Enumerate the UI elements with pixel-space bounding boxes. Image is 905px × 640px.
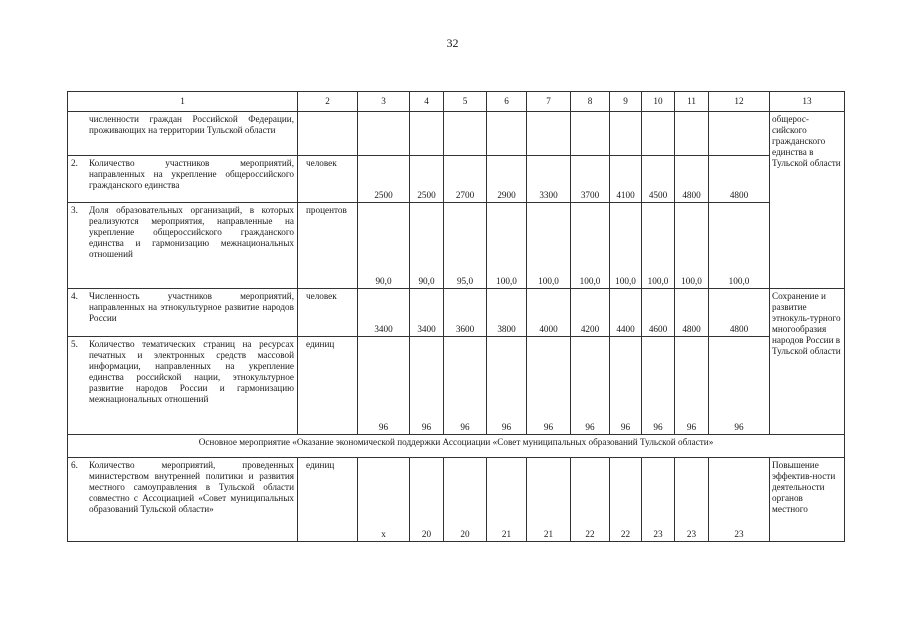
value-cell: 100,0 [675, 203, 709, 289]
column-header: 10 [642, 92, 675, 112]
indicator-unit: человек [298, 156, 358, 203]
value-cell: 96 [571, 337, 610, 435]
indicator-name: 3. Доля образовательных организаций, в которых реализуются мероприятия, направленные на укрепление общероссийского гражданского единства и гармонизацию межнациональных отношений [68, 203, 298, 289]
column-header: 7 [527, 92, 571, 112]
value-cell [487, 112, 527, 156]
value-cell [709, 112, 770, 156]
value-cell: х [358, 458, 410, 542]
value-cell: 96 [675, 337, 709, 435]
value-cell: 20 [410, 458, 444, 542]
value-cell: 4000 [527, 289, 571, 337]
indicator-name: 4. Численность участников мероприятий, направленных на этнокультурное развитие народов России [68, 289, 298, 337]
column-header: 1 [68, 92, 298, 112]
value-cell: 96 [444, 337, 487, 435]
value-cell: 100,0 [527, 203, 571, 289]
indicators-table [67, 91, 845, 542]
value-cell: 95,0 [444, 203, 487, 289]
table-row [68, 289, 845, 337]
column-header: 9 [610, 92, 642, 112]
value-cell: 90,0 [410, 203, 444, 289]
value-cell: 96 [487, 337, 527, 435]
value-cell: 100,0 [610, 203, 642, 289]
value-cell: 2500 [410, 156, 444, 203]
value-cell: 23 [709, 458, 770, 542]
value-cell: 20 [444, 458, 487, 542]
row-number: 2. [71, 158, 78, 168]
expected-result: Повышение эффектив-ности деятельности органов местного [770, 458, 845, 542]
page-number: 32 [446, 36, 459, 50]
indicator-name: 2. Количество участников мероприятий, направленных на укрепление общероссийского гражданского единства [68, 156, 298, 203]
indicator-unit: процентов [298, 203, 358, 289]
value-cell: 96 [642, 337, 675, 435]
value-cell: 4800 [675, 289, 709, 337]
value-cell: 23 [642, 458, 675, 542]
value-cell: 96 [410, 337, 444, 435]
row-number: 3. [71, 205, 78, 215]
indicator-unit [298, 112, 358, 156]
indicator-name: 5. Количество тематических страниц на ресурсах печатных и электронных средств массовой информации, направленных на укрепление единства российской нации, этнокультурное развитие народов России и гармонизацию межнациональных отношений [68, 337, 298, 435]
section-title: Основное мероприятие «Оказание экономической поддержки Ассоциации «Совет муниципальных образований Тульской области» [68, 435, 845, 458]
row-number: 5. [71, 339, 78, 349]
value-cell: 21 [527, 458, 571, 542]
column-header: 8 [571, 92, 610, 112]
value-cell: 4200 [571, 289, 610, 337]
value-cell: 100,0 [571, 203, 610, 289]
expected-result: общерос-сийского гражданского единства в Тульской области [770, 112, 845, 289]
value-cell [358, 112, 410, 156]
indicator-unit: единиц [298, 337, 358, 435]
value-cell: 90,0 [358, 203, 410, 289]
section-header-row [68, 435, 845, 458]
value-cell: 3600 [444, 289, 487, 337]
table-row [68, 337, 845, 435]
value-cell [527, 112, 571, 156]
row-number: 6. [71, 460, 78, 470]
value-cell [410, 112, 444, 156]
header-row [68, 92, 845, 112]
value-cell: 96 [610, 337, 642, 435]
value-cell: 4800 [709, 289, 770, 337]
value-cell: 3300 [527, 156, 571, 203]
value-cell: 100,0 [709, 203, 770, 289]
value-cell [642, 112, 675, 156]
value-cell: 2900 [487, 156, 527, 203]
value-cell: 23 [675, 458, 709, 542]
value-cell: 3400 [410, 289, 444, 337]
expected-result: Сохранение и развитие этнокуль-турного многообразия народов России в Тульской области [770, 289, 845, 435]
value-cell: 4800 [675, 156, 709, 203]
value-cell [444, 112, 487, 156]
column-header: 5 [444, 92, 487, 112]
row-number: 4. [71, 291, 78, 301]
value-cell: 4800 [709, 156, 770, 203]
indicator-name: численности граждан Российской Федерации, проживающих на территории Тульской области [68, 112, 298, 156]
table-row [68, 458, 845, 542]
value-cell: 96 [358, 337, 410, 435]
table-row [68, 203, 845, 289]
table-row [68, 156, 845, 203]
indicator-unit: единиц [298, 458, 358, 542]
column-header: 13 [770, 92, 845, 112]
value-cell: 100,0 [487, 203, 527, 289]
value-cell: 96 [709, 337, 770, 435]
value-cell: 3800 [487, 289, 527, 337]
value-cell [610, 112, 642, 156]
value-cell: 21 [487, 458, 527, 542]
value-cell: 2500 [358, 156, 410, 203]
value-cell: 96 [527, 337, 571, 435]
value-cell [675, 112, 709, 156]
value-cell: 100,0 [642, 203, 675, 289]
column-header: 12 [709, 92, 770, 112]
value-cell: 2700 [444, 156, 487, 203]
column-header: 6 [487, 92, 527, 112]
column-header: 4 [410, 92, 444, 112]
value-cell [571, 112, 610, 156]
column-header: 2 [298, 92, 358, 112]
value-cell: 3400 [358, 289, 410, 337]
value-cell: 4500 [642, 156, 675, 203]
value-cell: 3700 [571, 156, 610, 203]
value-cell: 4600 [642, 289, 675, 337]
indicator-unit: человек [298, 289, 358, 337]
column-header: 11 [675, 92, 709, 112]
value-cell: 4100 [610, 156, 642, 203]
value-cell: 22 [610, 458, 642, 542]
column-header: 3 [358, 92, 410, 112]
value-cell: 22 [571, 458, 610, 542]
table-row [68, 112, 845, 156]
value-cell: 4400 [610, 289, 642, 337]
indicator-name: 6. Количество мероприятий, проведенных министерством внутренней политики и развития местного самоуправления в Тульской области совместно с Ассоциацией «Совет муниципальных образований Тульской области» [68, 458, 298, 542]
